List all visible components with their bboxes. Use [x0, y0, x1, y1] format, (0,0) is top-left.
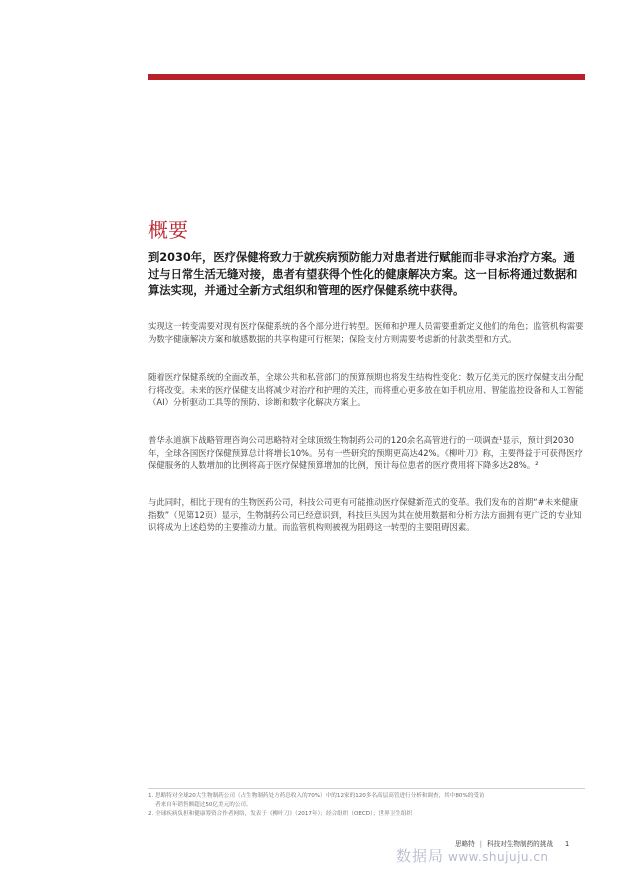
watermark-url: www.shujuju.cn: [448, 850, 549, 864]
footnote-1: 1. 思略特对全球20大生物制药公司（占生物制药处方药总收入的70%）中的12家的120多名高层高管进行分析和调查，其中80%的受访: [148, 793, 485, 799]
footer-separator: |: [479, 840, 483, 848]
page-number: 1: [564, 840, 570, 848]
footnote-divider: [148, 788, 585, 789]
footer-brand: 思略特: [455, 840, 475, 848]
footer-doc-title: 科技对生物制药的挑战: [487, 840, 553, 848]
footnotes: [148, 792, 585, 819]
footnote-2: 2. 全球疾病负担和健康筹资合作者网络，发表于《柳叶刀》（2017年）；经合组织（OECD）；世界卫生组织: [148, 811, 413, 817]
body-paragraph-4: 与此同时，相比于现有的生物医药公司，科技公司更有可能推动医疗保健新范式的变革。我们发布的首期“#未来健康指数”（见第12页）显示，生物制药公司已经意识到，科技巨头因为其在使用数据和分析方法方面拥有更广泛的专业知识将成为上述趋势的主要推动力量。而监管机构则被视为阻碍这一转型的主要阻碍因素。: [148, 497, 582, 533]
watermark-cn: 数据局: [396, 847, 445, 865]
body-paragraph-1: 实现这一转变需要对现有医疗保健系统的各个部分进行转型。医师和护理人员需要重新定义他们的角色；监管机构需要为数字健康解决方案和敏感数据的共享构建可行框架；保险支付方则需要考虑新的付款类型和方式。: [148, 321, 584, 344]
footnote-1-continued: 者来自年销售额超过50亿美元的公司。: [155, 802, 252, 808]
section-title: 概要: [148, 218, 188, 242]
top-accent-rule: [148, 74, 585, 80]
watermark: [396, 845, 549, 866]
body-paragraph-2: 随着医疗保健系统的全面改革，全球公共和私营部门的预算预期也将发生结构性变化：数万亿美元的医疗保健支出分配行将改变。未来的医疗保健支出将减少对治疗和护理的关注，而将重心更多放在如手机应用、智能监控设备和人工智能（AI）分析驱动工具等的预防、诊断和数字化解决方案上。: [148, 372, 584, 408]
lead-paragraph: 到2030年，医疗保健将致力于就疾病预防能力对患者进行赋能而非寻求治疗方案。通过与日常生活无缝对接，患者有望获得个性化的健康解决方案。这一目标将通过数据和算法实现，并通过全新方式组织和管理的医疗保健系统中获得。: [148, 251, 578, 297]
body-paragraph-3: 普华永道旗下战略管理咨询公司思略特对全球顶级生物制药公司的120余名高管进行的一项调查¹显示，预计到2030年，全球各国医疗保健预算总计将增长10%。另有一些研究的预期更高达42%。《柳叶刀》称，主要得益于可获得医疗保健服务的人数增加的比例将高于医疗保健预算增加的比例，预计每位患者的医疗费用将下降多达28%。²: [148, 435, 584, 471]
